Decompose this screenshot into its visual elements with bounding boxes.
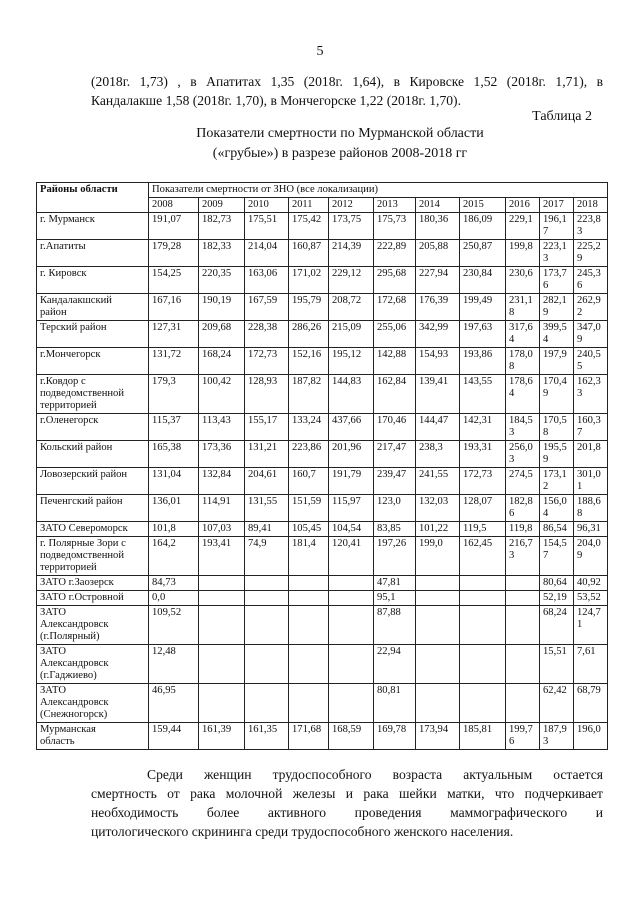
value-cell-2012 [329,606,374,645]
value-cell-2016: 178,0 8 [506,348,540,375]
value-cell-2013: 217,47 [374,441,416,468]
value-cell-2017: 195,5 9 [540,441,574,468]
value-cell-2017: 196,1 7 [540,213,574,240]
value-cell-2018: 162,3 3 [574,375,608,414]
year-header-2013: 2013 [374,198,416,213]
value-cell-2011: 286,26 [289,321,329,348]
value-cell-2016: 231,1 8 [506,294,540,321]
value-cell-2008: 127,31 [149,321,199,348]
year-header-2018: 2018 [574,198,608,213]
value-cell-2015: 142,31 [460,414,506,441]
value-cell-2009 [199,645,245,684]
district-name: Кольский район [37,441,149,468]
value-cell-2012: 214,39 [329,240,374,267]
table-row [37,321,608,348]
district-name: ЗАТО г.Островной [37,591,149,606]
value-cell-2012: 168,59 [329,723,374,750]
value-cell-2016: 256,0 3 [506,441,540,468]
table-row [37,441,608,468]
value-cell-2015: 119,5 [460,522,506,537]
value-cell-2012: 144,83 [329,375,374,414]
value-cell-2015: 250,87 [460,240,506,267]
value-cell-2009: 161,39 [199,723,245,750]
value-cell-2015: 128,07 [460,495,506,522]
value-cell-2010: 167,59 [245,294,289,321]
value-cell-2009: 132,84 [199,468,245,495]
value-cell-2013: 162,84 [374,375,416,414]
value-cell-2011: 195,79 [289,294,329,321]
value-cell-2008: 167,16 [149,294,199,321]
table-body [37,213,608,750]
value-cell-2013: 175,73 [374,213,416,240]
district-name: г.Оленегорск [37,414,149,441]
value-cell-2011: 223,86 [289,441,329,468]
value-cell-2016 [506,606,540,645]
value-cell-2018: 160,3 7 [574,414,608,441]
outro-line-2: смертность от рака молочной железы и рака шейки матки, что подчеркивает [91,786,603,801]
value-cell-2009: 107,03 [199,522,245,537]
value-cell-2011: 160,7 [289,468,329,495]
value-cell-2015: 172,73 [460,468,506,495]
value-cell-2018: 96,31 [574,522,608,537]
value-cell-2008: 0,0 [149,591,199,606]
value-cell-2017: 68,24 [540,606,574,645]
value-cell-2017: 197,9 [540,348,574,375]
value-cell-2011 [289,645,329,684]
table-title [0,124,640,164]
value-cell-2018: 53,52 [574,591,608,606]
value-cell-2015 [460,606,506,645]
value-cell-2017: 173,1 2 [540,468,574,495]
value-cell-2015 [460,645,506,684]
value-cell-2017: 170,4 9 [540,375,574,414]
district-name: Ловозерский район [37,468,149,495]
value-cell-2015: 193,86 [460,348,506,375]
value-cell-2013: 95,1 [374,591,416,606]
value-cell-2008: 179,3 [149,375,199,414]
table-row [37,576,608,591]
value-cell-2011: 105,45 [289,522,329,537]
value-cell-2016: 182,8 6 [506,495,540,522]
value-cell-2013: 22,94 [374,645,416,684]
district-name: г. Кировск [37,267,149,294]
table-row [37,537,608,576]
value-cell-2011: 151,59 [289,495,329,522]
table-row [37,240,608,267]
value-cell-2014 [416,591,460,606]
year-header-2017: 2017 [540,198,574,213]
table-label: Таблица 2 [532,109,592,124]
table-row [37,606,608,645]
value-cell-2010 [245,606,289,645]
value-cell-2010: 228,38 [245,321,289,348]
value-cell-2018: 196,0 [574,723,608,750]
value-cell-2016: 199,8 [506,240,540,267]
district-name: г.Мончегорск [37,348,149,375]
value-cell-2010: 131,55 [245,495,289,522]
value-cell-2012: 215,09 [329,321,374,348]
value-cell-2014: 139,41 [416,375,460,414]
year-header-2008: 2008 [149,198,199,213]
intro-line-1: (2018г. 1,73) , в Апатитах 1,35 (2018г. 1,64), в Кировске 1,52 (2018г. 1,71), в [91,74,603,89]
district-name: Терский район [37,321,149,348]
value-cell-2015 [460,576,506,591]
value-cell-2010: 155,17 [245,414,289,441]
year-header-2014: 2014 [416,198,460,213]
district-name: г. Полярные Зори с подведомственной территорией [37,537,149,576]
value-cell-2010: 172,73 [245,348,289,375]
table-row [37,213,608,240]
value-cell-2016: 178,6 4 [506,375,540,414]
value-cell-2009: 173,36 [199,441,245,468]
value-cell-2014: 144,47 [416,414,460,441]
value-cell-2013: 295,68 [374,267,416,294]
value-cell-2016: 317,6 4 [506,321,540,348]
value-cell-2017: 170,5 8 [540,414,574,441]
value-cell-2009: 182,73 [199,213,245,240]
district-name: Кандалакшский район [37,294,149,321]
table-row [37,294,608,321]
value-cell-2009 [199,684,245,723]
value-cell-2009: 100,42 [199,375,245,414]
value-cell-2015: 193,31 [460,441,506,468]
value-cell-2010: 89,41 [245,522,289,537]
value-cell-2013: 255,06 [374,321,416,348]
value-cell-2011: 160,87 [289,240,329,267]
value-cell-2018: 188,6 8 [574,495,608,522]
value-cell-2018: 245,3 6 [574,267,608,294]
outro-line-3: необходимость более активного проведения маммографического и [91,805,603,820]
value-cell-2011: 175,42 [289,213,329,240]
value-cell-2008: 179,28 [149,240,199,267]
value-cell-2013: 172,68 [374,294,416,321]
value-cell-2011 [289,576,329,591]
district-name: ЗАТО Александровск (г.Полярный) [37,606,149,645]
value-cell-2014: 227,94 [416,267,460,294]
year-header-2015: 2015 [460,198,506,213]
value-cell-2012: 115,97 [329,495,374,522]
value-cell-2017: 62,42 [540,684,574,723]
value-cell-2018: 347,0 9 [574,321,608,348]
value-cell-2012: 173,75 [329,213,374,240]
value-cell-2010: 175,51 [245,213,289,240]
district-name: Мурманская область [37,723,149,750]
value-cell-2016 [506,591,540,606]
value-cell-2011: 171,68 [289,723,329,750]
value-cell-2010: 163,06 [245,267,289,294]
value-cell-2009: 193,41 [199,537,245,576]
value-cell-2012: 229,12 [329,267,374,294]
district-name: г.Апатиты [37,240,149,267]
value-cell-2016 [506,576,540,591]
value-cell-2012: 104,54 [329,522,374,537]
value-cell-2014: 199,0 [416,537,460,576]
value-cell-2008: 164,2 [149,537,199,576]
table-row [37,267,608,294]
intro-line-2: Кандалакше 1,58 (2018г. 1,70), в Мончегорске 1,22 (2018г. 1,70). [91,93,461,108]
value-cell-2016 [506,684,540,723]
value-cell-2014: 238,3 [416,441,460,468]
value-cell-2017: 399,5 4 [540,321,574,348]
value-cell-2018: 240,5 5 [574,348,608,375]
value-cell-2016: 119,8 [506,522,540,537]
value-cell-2010: 131,21 [245,441,289,468]
value-cell-2014: 176,39 [416,294,460,321]
value-cell-2015: 143,55 [460,375,506,414]
district-name: ЗАТО Александровск (Снежногорск) [37,684,149,723]
district-name: ЗАТО Североморск [37,522,149,537]
value-cell-2008: 115,37 [149,414,199,441]
value-cell-2008: 12,48 [149,645,199,684]
value-cell-2014 [416,684,460,723]
table-row [37,723,608,750]
value-cell-2016: 229,1 [506,213,540,240]
page-number: 5 [316,44,324,59]
value-cell-2017: 282,1 9 [540,294,574,321]
value-cell-2017: 80,64 [540,576,574,591]
year-header-2016: 2016 [506,198,540,213]
value-cell-2013: 80,81 [374,684,416,723]
value-cell-2018: 301,0 1 [574,468,608,495]
value-cell-2008: 191,07 [149,213,199,240]
value-cell-2012: 120,41 [329,537,374,576]
value-cell-2010 [245,645,289,684]
district-column-header: Районы области [37,183,149,213]
year-header-2011: 2011 [289,198,329,213]
outro-paragraph [91,765,603,841]
value-cell-2018: 204,0 9 [574,537,608,576]
table-row [37,414,608,441]
table-row [37,348,608,375]
value-cell-2013: 170,46 [374,414,416,441]
value-cell-2013: 87,88 [374,606,416,645]
value-cell-2012 [329,645,374,684]
value-cell-2017: 187,9 3 [540,723,574,750]
value-cell-2012: 208,72 [329,294,374,321]
value-cell-2010: 214,04 [245,240,289,267]
mortality-table [36,182,608,750]
value-cell-2014: 180,36 [416,213,460,240]
table-row [37,645,608,684]
value-cell-2012: 195,12 [329,348,374,375]
value-cell-2011: 187,82 [289,375,329,414]
value-cell-2015: 230,84 [460,267,506,294]
value-cell-2008: 131,72 [149,348,199,375]
table-row [37,375,608,414]
outro-line-4: цитологического скрининга среди трудоспособного женского населения. [91,824,514,839]
value-cell-2013: 47,81 [374,576,416,591]
value-cell-2008: 154,25 [149,267,199,294]
value-cell-2018: 223,8 3 [574,213,608,240]
year-header-2009: 2009 [199,198,245,213]
value-cell-2018: 7,61 [574,645,608,684]
value-cell-2008: 136,01 [149,495,199,522]
value-cell-2008: 159,44 [149,723,199,750]
value-cell-2014: 132,03 [416,495,460,522]
value-cell-2014: 173,94 [416,723,460,750]
value-cell-2009 [199,576,245,591]
value-cell-2011: 171,02 [289,267,329,294]
value-cell-2014 [416,645,460,684]
value-cell-2015: 186,09 [460,213,506,240]
value-cell-2014 [416,576,460,591]
intro-paragraph [91,72,603,110]
value-cell-2008: 131,04 [149,468,199,495]
value-cell-2018: 40,92 [574,576,608,591]
value-cell-2018: 262,9 2 [574,294,608,321]
value-cell-2013: 142,88 [374,348,416,375]
value-cell-2012: 437,66 [329,414,374,441]
value-cell-2012 [329,576,374,591]
value-cell-2013: 123,0 [374,495,416,522]
value-cell-2009: 114,91 [199,495,245,522]
table-row [37,522,608,537]
value-cell-2012: 191,79 [329,468,374,495]
value-cell-2015: 199,49 [460,294,506,321]
value-cell-2016: 274,5 [506,468,540,495]
year-header-2010: 2010 [245,198,289,213]
year-header-2012: 2012 [329,198,374,213]
value-cell-2018: 68,79 [574,684,608,723]
district-name: Печенгский район [37,495,149,522]
district-name: ЗАТО г.Заозерск [37,576,149,591]
value-cell-2008: 101,8 [149,522,199,537]
value-cell-2015: 197,63 [460,321,506,348]
value-cell-2009 [199,606,245,645]
district-name: г.Ковдор с подведомственной территорией [37,375,149,414]
mortality-group-header: Показатели смертности от ЗНО (все локализации) [149,183,608,198]
value-cell-2009: 190,19 [199,294,245,321]
value-cell-2015: 162,45 [460,537,506,576]
value-cell-2010 [245,591,289,606]
value-cell-2008: 165,38 [149,441,199,468]
value-cell-2017: 15,51 [540,645,574,684]
value-cell-2014: 101,22 [416,522,460,537]
value-cell-2017: 223,1 3 [540,240,574,267]
value-cell-2017: 154,5 7 [540,537,574,576]
value-cell-2014: 241,55 [416,468,460,495]
value-cell-2009 [199,591,245,606]
table-row [37,468,608,495]
value-cell-2017: 173,7 6 [540,267,574,294]
value-cell-2009: 182,33 [199,240,245,267]
value-cell-2008: 109,52 [149,606,199,645]
table-title-line-1: Показатели смертности по Мурманской области [196,126,484,141]
value-cell-2013: 169,78 [374,723,416,750]
value-cell-2014 [416,606,460,645]
value-cell-2009: 220,35 [199,267,245,294]
value-cell-2010: 74,9 [245,537,289,576]
value-cell-2018: 124,7 1 [574,606,608,645]
value-cell-2011 [289,606,329,645]
value-cell-2013: 222,89 [374,240,416,267]
value-cell-2010 [245,576,289,591]
table-title-line-2: («грубые») в разрезе районов 2008-2018 гг [212,146,468,161]
value-cell-2014: 342,99 [416,321,460,348]
value-cell-2013: 197,26 [374,537,416,576]
value-cell-2012 [329,591,374,606]
value-cell-2009: 209,68 [199,321,245,348]
value-cell-2011: 152,16 [289,348,329,375]
value-cell-2010: 204,61 [245,468,289,495]
value-cell-2013: 83,85 [374,522,416,537]
value-cell-2010: 128,93 [245,375,289,414]
value-cell-2016: 230,6 [506,267,540,294]
table-row [37,684,608,723]
table-row [37,495,608,522]
value-cell-2015: 185,81 [460,723,506,750]
value-cell-2008: 84,73 [149,576,199,591]
value-cell-2018: 225,2 9 [574,240,608,267]
value-cell-2008: 46,95 [149,684,199,723]
value-cell-2016: 216,7 3 [506,537,540,576]
value-cell-2011 [289,684,329,723]
table-row [37,591,608,606]
district-name: ЗАТО Александровск (г.Гаджиево) [37,645,149,684]
value-cell-2014: 205,88 [416,240,460,267]
value-cell-2014: 154,93 [416,348,460,375]
value-cell-2017: 86,54 [540,522,574,537]
value-cell-2011 [289,591,329,606]
value-cell-2012 [329,684,374,723]
value-cell-2015 [460,684,506,723]
value-cell-2010 [245,684,289,723]
outro-line-1: Среди женщин трудоспособного возраста актуальным остается [147,767,603,782]
value-cell-2015 [460,591,506,606]
value-cell-2011: 133,24 [289,414,329,441]
value-cell-2009: 113,43 [199,414,245,441]
value-cell-2016: 199,7 6 [506,723,540,750]
value-cell-2017: 156,0 4 [540,495,574,522]
value-cell-2013: 239,47 [374,468,416,495]
value-cell-2012: 201,96 [329,441,374,468]
value-cell-2016 [506,645,540,684]
value-cell-2016: 184,5 3 [506,414,540,441]
value-cell-2009: 168,24 [199,348,245,375]
value-cell-2018: 201,8 [574,441,608,468]
district-name: г. Мурманск [37,213,149,240]
value-cell-2017: 52,19 [540,591,574,606]
value-cell-2011: 181,4 [289,537,329,576]
value-cell-2010: 161,35 [245,723,289,750]
